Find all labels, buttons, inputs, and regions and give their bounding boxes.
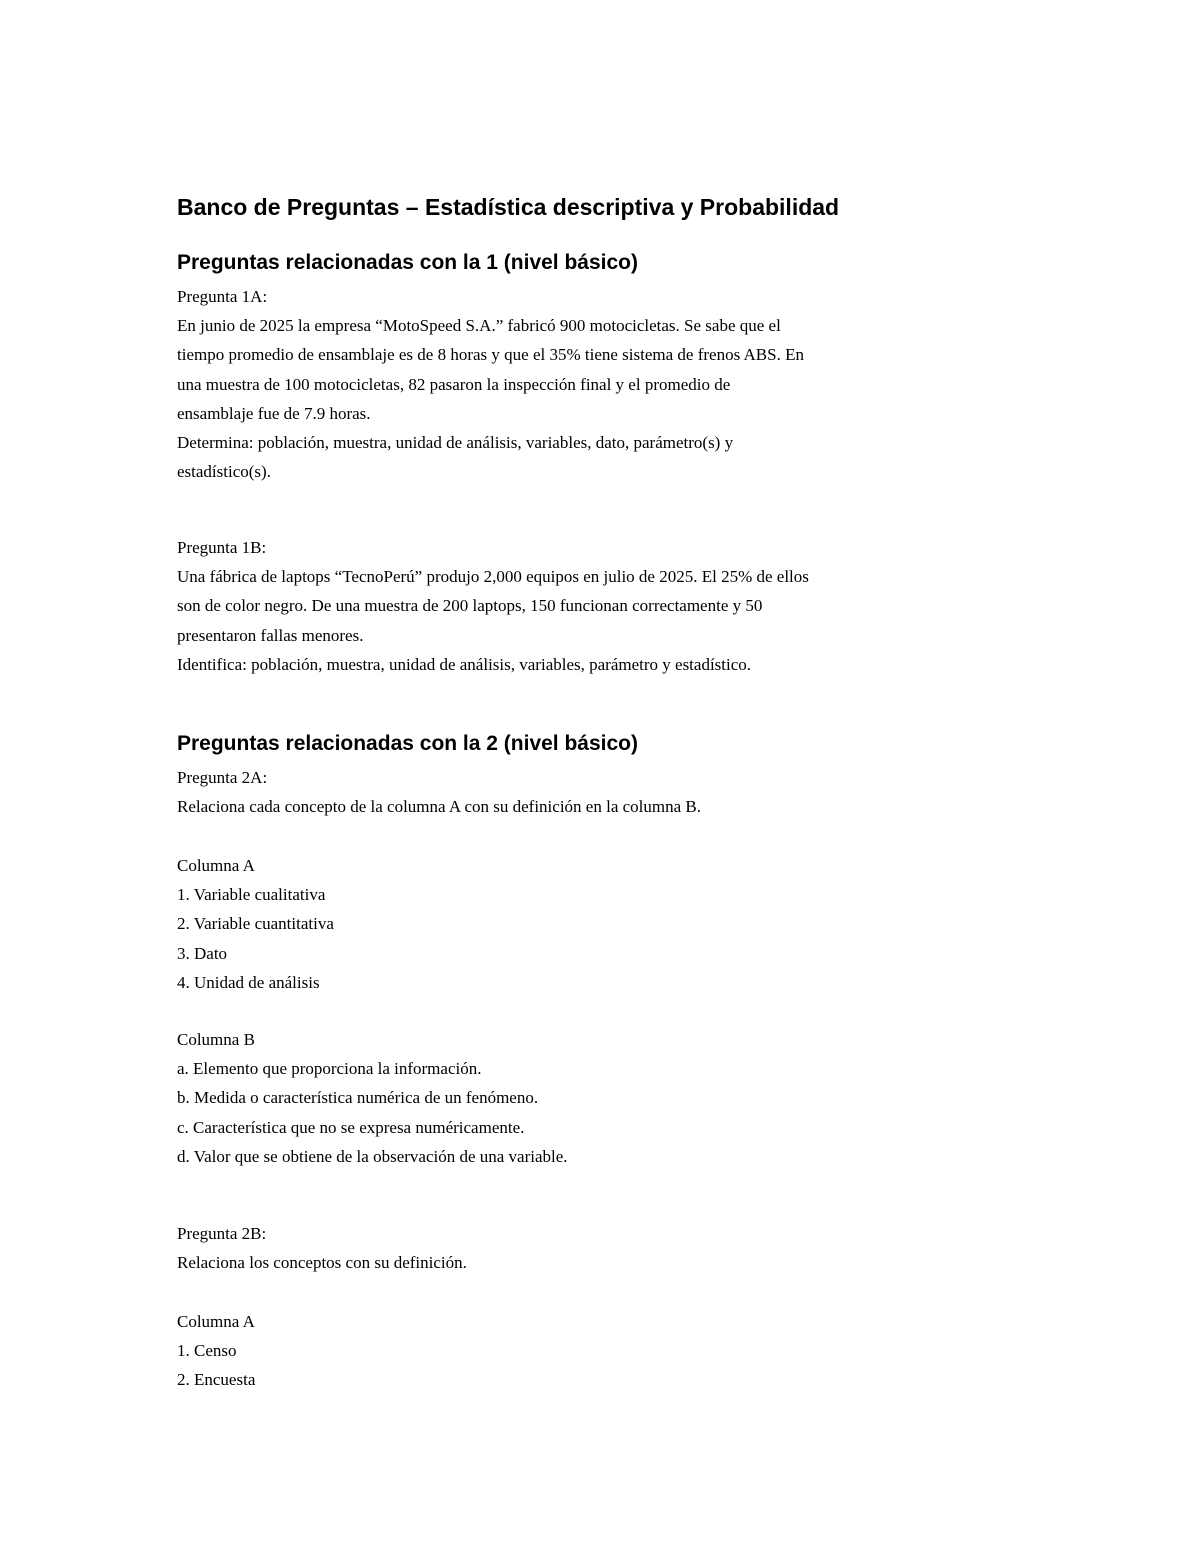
section-1-heading: Preguntas relacionadas con la 1 (nivel básico)	[177, 251, 638, 274]
column-a-title: Columna A	[177, 1312, 255, 1331]
question-2a	[177, 763, 1047, 821]
column-a-item: 4. Unidad de análisis	[177, 972, 320, 992]
question-1b-line: Una fábrica de laptops “TecnoPerú” produjo 2,000 equipos en julio de 2025. El 25% de ellos	[177, 567, 809, 587]
column-a-item: 1. Variable cualitativa	[177, 885, 326, 905]
question-2a-label: Pregunta 2A:	[177, 768, 268, 787]
column-b-item: c. Característica que no se expresa numéricamente.	[177, 1117, 525, 1137]
question-1a	[177, 282, 1047, 486]
column-a-item: 3. Dato	[177, 943, 228, 963]
question-2b-column-a	[177, 1307, 1047, 1395]
question-2a-column-b	[177, 1025, 1047, 1171]
column-b-item: d. Valor que se obtiene de la observación de una variable.	[177, 1146, 568, 1166]
question-1b	[177, 533, 1047, 679]
column-a-item: 2. Encuesta	[177, 1370, 256, 1390]
question-2b-label: Pregunta 2B:	[177, 1224, 267, 1243]
question-2b	[177, 1219, 1047, 1277]
question-1a-line: En junio de 2025 la empresa “MotoSpeed S.A.” fabricó 900 motocicletas. Se sabe que el	[177, 316, 781, 336]
question-1a-label: Pregunta 1A:	[177, 287, 268, 306]
column-b-item: a. Elemento que proporciona la información.	[177, 1059, 482, 1079]
question-1b-label: Pregunta 1B:	[177, 538, 267, 557]
column-a-item: 1. Censo	[177, 1341, 237, 1361]
document-title: Banco de Preguntas – Estadística descriptiva y Probabilidad	[177, 194, 840, 220]
question-2a-column-a	[177, 851, 1047, 997]
column-a-title: Columna A	[177, 856, 255, 875]
question-1a-line: Determina: población, muestra, unidad de análisis, variables, dato, parámetro(s) y	[177, 432, 734, 452]
question-1a-line: ensamblaje fue de 7.9 horas.	[177, 403, 371, 423]
question-2b-instruction: Relaciona los conceptos con su definición.	[177, 1253, 467, 1273]
question-1a-line: una muestra de 100 motocicletas, 82 pasaron la inspección final y el promedio de	[177, 374, 731, 394]
column-b-title: Columna B	[177, 1030, 255, 1049]
question-1a-line: tiempo promedio de ensamblaje es de 8 horas y que el 35% tiene sistema de frenos ABS. En	[177, 345, 804, 365]
question-1a-line: estadístico(s).	[177, 462, 271, 482]
question-1b-line: presentaron fallas menores.	[177, 625, 364, 645]
question-1b-line: Identifica: población, muestra, unidad de análisis, variables, parámetro y estadístico.	[177, 654, 752, 674]
question-2a-instruction: Relaciona cada concepto de la columna A con su definición en la columna B.	[177, 797, 701, 817]
column-a-item: 2. Variable cuantitativa	[177, 914, 334, 934]
question-1b-line: son de color negro. De una muestra de 200 laptops, 150 funcionan correctamente y 50	[177, 596, 763, 616]
section-2-heading: Preguntas relacionadas con la 2 (nivel básico)	[177, 732, 638, 755]
column-b-item: b. Medida o característica numérica de un fenómeno.	[177, 1088, 539, 1108]
